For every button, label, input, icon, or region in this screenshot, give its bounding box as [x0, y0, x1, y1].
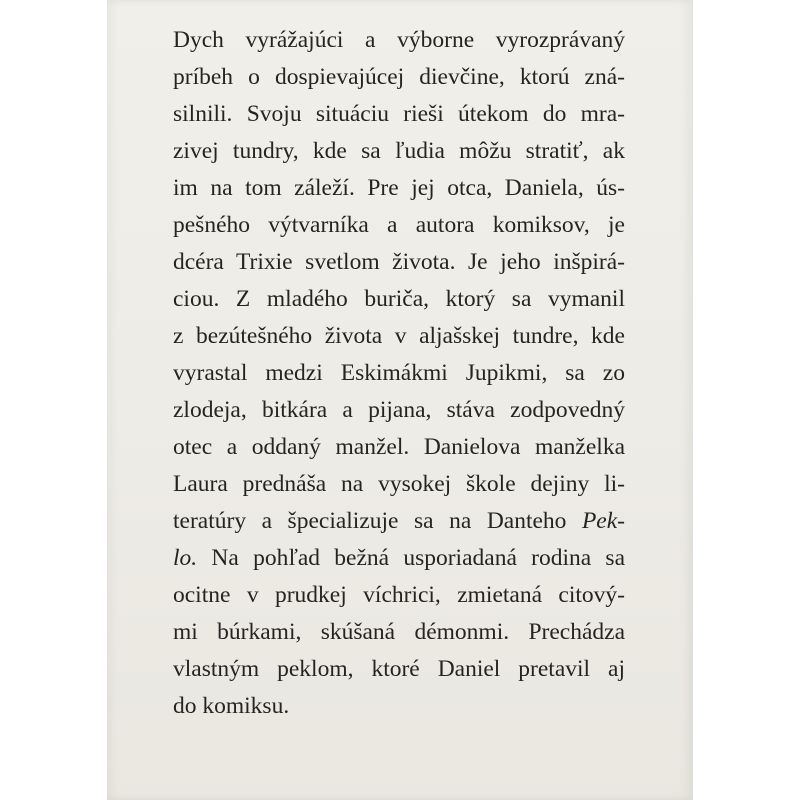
text-line: silnili. Svoju situáciu rieši útekom do mra-: [173, 101, 625, 127]
book-title-italic: lo.: [173, 545, 198, 571]
text-line: ciou. Z mladého buriča, ktorý sa vymanil: [173, 286, 625, 312]
text-line: z bezútešného života v aljašskej tundre, kde: [173, 323, 625, 349]
text-line: vlastným peklom, ktoré Daniel pretavil aj: [173, 656, 625, 682]
text-line: pešného výtvarníka a autora komiksov, je: [173, 212, 625, 238]
text-line: do komiksu.: [173, 693, 290, 719]
text-line: zivej tundry, kde sa ľudia môžu stratiť, ak: [173, 138, 625, 164]
text-line: Dych vyrážajúci a výborne vyrozprávaný: [173, 27, 625, 53]
text-line: Laura prednáša na vysokej škole dejiny li-: [173, 471, 625, 497]
text-line: dcéra Trixie svetlom života. Je jeho inšpirá-: [173, 249, 625, 275]
text-line: im na tom záleží. Pre jej otca, Daniela, ús-: [173, 175, 625, 201]
book-blurb: [173, 22, 625, 725]
book-title-italic: Pek-: [581, 508, 625, 534]
text-line: mi búrkami, skúšaná démonmi. Prechádza: [173, 619, 625, 645]
text-line: ocitne v prudkej víchrici, zmietaná citový-: [173, 582, 625, 608]
text-line: otec a oddaný manžel. Danielova manželka: [173, 434, 625, 460]
text-line: príbeh o dospievajúcej dievčine, ktorú zná-: [173, 64, 625, 90]
text-line: vyrastal medzi Eskimákmi Jupikmi, sa zo: [173, 360, 625, 386]
text-line: lo. Na pohľad bežná usporiadaná rodina sa: [173, 545, 625, 571]
text-line: zlodeja, bitkára a pijana, stáva zodpovedný: [173, 397, 625, 423]
text-line: teratúry a špecializuje sa na Danteho Pek-: [173, 508, 625, 534]
